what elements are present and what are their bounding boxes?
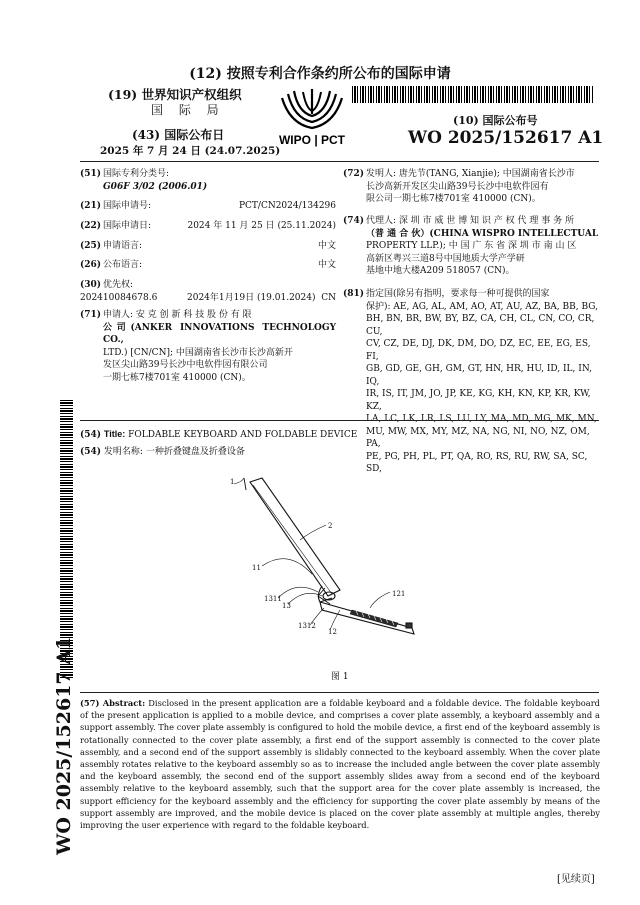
field-25: (25) 申请语言: 中文: [80, 241, 336, 251]
field-30: (30) 优先权: 202410084678.6 2024年1月19日 (19.01.2024) CN: [80, 280, 336, 303]
field-72: (72) 发明人: 唐先节(TANG, Xianjie); 中国湖南省长沙市 长沙高新开发区尖山路39号长沙中电软件园有 限公司一期七栋7楼701室 410000 (CN)。: [343, 169, 575, 204]
wipo-logo-icon: [276, 86, 348, 148]
fig-label-11: 11: [252, 564, 261, 572]
header-divider: [80, 161, 599, 162]
logo-text: WIPO | PCT: [278, 133, 346, 147]
fig-label-12: 12: [328, 628, 337, 636]
publication-number-label: (10) 国际公布号: [453, 114, 538, 127]
publication-number: WO 2025/152617 A1: [408, 128, 604, 148]
title-en: (54) Title: FOLDABLE KEYBOARD AND FOLDABLE DEVICE: [80, 429, 358, 440]
header-barcode: [352, 86, 594, 103]
field-74: (74) 代理人: 深 圳 市 威 世 博 知 识 产 权 代 理 事 务 所 （普 通 合 伙）(CHINA WISPRO INTELLECTUAL PROPERTY LLP.); 中 国 广 东 省 深 圳 市 南 山 区 高新区粤兴三道8号中国地质大学产学研 基地中地大楼A209 518057 (CN)。: [343, 216, 599, 276]
field-71: (71) 申请人: 安 克 创 新 科 技 股 份 有 限 公司(ANKER INNOVATIONS TECHNOLOGY CO., LTD.) [CN/CN]; 中国湖南省长沙市长沙高新开 发区尖山路39号长沙中电软件园有限公司 一期七栋7楼701室 410000 (CN)。: [80, 310, 336, 383]
field-81: (81) 指定国(除另有指明，要求每一种可提供的国家 保护): AE, AG, AL, AM, AO, AT, AU, AZ, BA, BB, BG, BH, BN, BR, BW, BY, BZ, CA, CH, CL, CN, CO, CR, CU, CV, CZ, DE, DJ, DK, DM, DO, DZ, EC, EE, EG, ES, FI, GB, GD, GE, GH, GM, GT, HN, HR, HU, ID, IL, IN, IQ, IR, IS, IT, JM, JO, JP, KE, KG, KH, KN, KP, KR, KW, KZ, LA, LC, LK, LR, LS, LU, LY, MA, MD, MG, MK, MN, MU, MW, MX, MY, MZ, NA, NG, NI, NO, NZ, OM, PA, PE, PG, PH, PL, PT, QA, RO, RS, RU, RW, SA, SC, SD,: [343, 289, 598, 474]
publication-date: 2025 年 7 月 24 日 (24.07.2025): [100, 145, 281, 157]
publication-date-label: (43) 国际公布日: [132, 128, 225, 142]
bureau-label: 国 际 局: [151, 103, 225, 117]
figure-caption: 图 1: [331, 672, 349, 682]
continuation-mark: [见续页]: [557, 874, 595, 885]
organization-label: (19) 世界知识产权组织: [108, 87, 242, 102]
abstract-divider: [80, 692, 599, 693]
fig-label-13: 13: [282, 602, 291, 610]
document-title: (12) 按照专利合作条约所公布的国际申请: [189, 66, 451, 82]
fig-label-1: 1: [230, 478, 235, 486]
abstract-text: Disclosed in the present application are a foldable keyboard and a foldable device. The foldable keyboard of the present application is applied to a mobile device, and comprises a cover plate assembly, a keyboard assembly and a support assembly. The cover plate assembly is configured to hold the mobile device, a first end of the keyboard assembly is rotationally connected to the cover plate assembly, a first end of the support assembly is connected to the cover plate assembly, and a second end of the support assembly is slidably connected to the keyboard assembly. When the cover plate assembly rotates relative to the keyboard assembly so as to increase the included angle between the cover plate assembly and the keyboard assembly, the second end of the support assembly slides away from a second end of the keyboard assembly relative to the keyboard assembly, such that the support area for the cover plate assembly is increased, the support efficiency for the keyboard assembly and the efficiency for supporting the cover plate assembly by means of the support assembly are improved, and the mobile device is placed on the cover plate assembly at multiple angles, thereby improving the user experience with regard to the foldable keyboard.: [80, 698, 600, 831]
fig-label-1312: 1312: [298, 622, 316, 630]
title-zh: (54) 发明名称: 一种折叠键盘及折叠设备: [80, 447, 245, 457]
cover-plate: [250, 478, 340, 596]
field-51: (51) 国际专利分类号: G06F 3/02 (2006.01): [80, 169, 208, 192]
field-21: (21) 国际申请号: PCT/CN2024/134296: [80, 201, 336, 211]
abstract: [80, 697, 600, 831]
title-divider: [80, 420, 599, 421]
field-22: (22) 国际申请日: 2024 年 11 月 25 日 (25.11.2024): [80, 221, 336, 231]
abstract-label: (57) Abstract:: [80, 698, 146, 708]
patent-figure: [200, 470, 460, 670]
field-26: (26) 公布语言: 中文: [80, 260, 336, 270]
sidebar-publication-number: WO 2025/152617 A1: [53, 636, 75, 855]
fig-label-1311: 1311: [264, 595, 282, 603]
fig-label-121: 121: [392, 590, 406, 598]
fig-label-2: 2: [328, 522, 333, 530]
